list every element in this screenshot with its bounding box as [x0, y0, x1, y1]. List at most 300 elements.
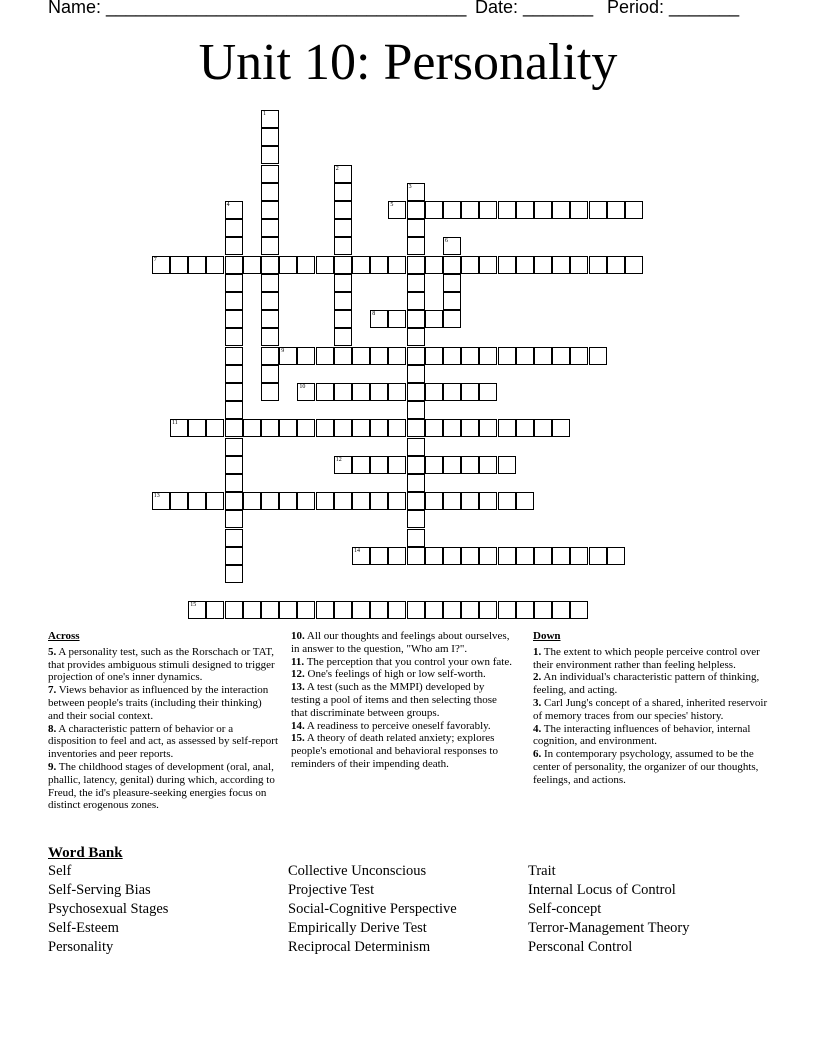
- grid-cell[interactable]: [407, 237, 425, 255]
- clue-number: 5.: [48, 645, 57, 658]
- grid-cell[interactable]: [407, 310, 425, 328]
- grid-cell[interactable]: [388, 492, 406, 510]
- grid-cell[interactable]: [225, 529, 243, 547]
- clue-number-label: 1: [263, 111, 266, 117]
- clue-number-label: 11: [172, 420, 178, 427]
- grid-cell[interactable]: [352, 347, 370, 365]
- grid-cell[interactable]: [225, 419, 243, 437]
- clue-number-label: 12: [335, 456, 342, 463]
- grid-cell[interactable]: [407, 529, 425, 547]
- grid-cell[interactable]: [425, 419, 443, 437]
- grid-cell[interactable]: [479, 547, 497, 565]
- grid-cell[interactable]: [516, 547, 534, 565]
- grid-cell[interactable]: [170, 419, 188, 437]
- grid-cell[interactable]: [443, 383, 461, 401]
- clue-text: A personality test, such as the Rorschach or TAT, that provides ambiguous stimuli designed to trigger projection of one's inner dynamics.: [48, 645, 275, 684]
- grid-cell[interactable]: [570, 347, 588, 365]
- grid-cell[interactable]: [297, 256, 315, 274]
- grid-cell[interactable]: [461, 347, 479, 365]
- grid-cell[interactable]: [388, 383, 406, 401]
- grid-cell[interactable]: [498, 347, 516, 365]
- grid-cell[interactable]: [225, 492, 243, 510]
- grid-cell[interactable]: [334, 256, 352, 274]
- clue-item: [291, 720, 515, 733]
- word-bank-item: Internal Locus of Control: [528, 882, 676, 898]
- grid-cell[interactable]: [225, 365, 243, 383]
- grid-cell[interactable]: [261, 601, 279, 619]
- grid-cell[interactable]: [552, 419, 570, 437]
- clue-number-label: 7: [153, 256, 157, 263]
- clue-text: The perception that you control your own fate.: [304, 655, 512, 668]
- grid-cell[interactable]: [407, 547, 425, 565]
- clue-text: The interacting influences of behavior, internal cognition, and environment.: [533, 722, 751, 748]
- grid-cell[interactable]: [443, 201, 461, 219]
- grid-cell[interactable]: [498, 547, 516, 565]
- grid-cell[interactable]: [407, 492, 425, 510]
- clue-number: 12.: [291, 668, 305, 681]
- grid-cell[interactable]: [225, 328, 243, 346]
- grid-cell[interactable]: [316, 383, 334, 401]
- grid-cell[interactable]: [479, 256, 497, 274]
- across-clues: [48, 630, 280, 812]
- grid-cell[interactable]: [225, 256, 243, 274]
- grid-cell[interactable]: [552, 347, 570, 365]
- grid-cell[interactable]: [407, 219, 425, 237]
- grid-cell[interactable]: [352, 456, 370, 474]
- grid-cell[interactable]: [461, 201, 479, 219]
- grid-cell[interactable]: [388, 601, 406, 619]
- clue-text: The extent to which people perceive control over their environment rather than feeling helpless.: [533, 645, 760, 671]
- grid-cell[interactable]: [570, 601, 588, 619]
- grid-cell[interactable]: [334, 419, 352, 437]
- grid-cell[interactable]: [225, 438, 243, 456]
- grid-cell[interactable]: [316, 601, 334, 619]
- grid-cell[interactable]: [534, 347, 552, 365]
- grid-cell[interactable]: [261, 383, 279, 401]
- grid-cell[interactable]: [443, 492, 461, 510]
- grid-cell[interactable]: [479, 492, 497, 510]
- word-bank-item: Social-Cognitive Perspective: [288, 901, 457, 917]
- grid-cell[interactable]: [425, 383, 443, 401]
- grid-cell[interactable]: [407, 419, 425, 437]
- grid-cell[interactable]: [407, 438, 425, 456]
- clue-item: [533, 723, 769, 749]
- grid-cell[interactable]: [297, 419, 315, 437]
- grid-cell[interactable]: [170, 492, 188, 510]
- grid-cell[interactable]: [425, 256, 443, 274]
- word-bank-item: Collective Unconscious: [288, 863, 427, 879]
- grid-cell[interactable]: [388, 256, 406, 274]
- period-field: Period: _______: [607, 0, 740, 17]
- grid-cell[interactable]: [461, 601, 479, 619]
- clue-text: In contemporary psychology, assumed to be the center of personality, the organizer of our thoughts, feelings, and actions.: [533, 748, 759, 786]
- clue-item: [48, 646, 280, 684]
- clue-item: [48, 761, 280, 812]
- grid-cell[interactable]: [516, 256, 534, 274]
- grid-cell[interactable]: [188, 492, 206, 510]
- grid-cell[interactable]: [370, 310, 388, 328]
- grid-cell[interactable]: [261, 347, 279, 365]
- grid-cell[interactable]: [607, 547, 625, 565]
- grid-cell[interactable]: [498, 419, 516, 437]
- grid-cell[interactable]: [443, 601, 461, 619]
- grid-cell[interactable]: [407, 601, 425, 619]
- clue-number: 1.: [533, 645, 542, 658]
- clue-item: [533, 646, 769, 672]
- grid-cell[interactable]: [570, 547, 588, 565]
- down-heading: Down: [533, 630, 561, 642]
- grid-cell[interactable]: [625, 256, 643, 274]
- grid-cell[interactable]: [370, 383, 388, 401]
- grid-cell[interactable]: [261, 110, 279, 128]
- grid-cell[interactable]: [407, 256, 425, 274]
- grid-cell[interactable]: [352, 419, 370, 437]
- clue-number: 9.: [48, 760, 57, 773]
- clue-number: 4.: [533, 722, 542, 735]
- grid-cell[interactable]: [443, 256, 461, 274]
- grid-cell[interactable]: [261, 419, 279, 437]
- clue-item: [291, 732, 515, 770]
- grid-cell[interactable]: [589, 201, 607, 219]
- grid-cell[interactable]: [407, 456, 425, 474]
- word-bank-column-2: [288, 862, 457, 957]
- clue-text: An individual's characteristic pattern of thinking, feeling, and acting.: [533, 671, 760, 697]
- clue-number-label: 4: [226, 202, 230, 208]
- grid-cell[interactable]: [407, 183, 425, 201]
- grid-cell[interactable]: [443, 419, 461, 437]
- grid-cell[interactable]: [534, 256, 552, 274]
- grid-cell[interactable]: [461, 547, 479, 565]
- grid-cell[interactable]: [589, 256, 607, 274]
- grid-cell[interactable]: [425, 310, 443, 328]
- word-bank-item: Empirically Derive Test: [288, 920, 427, 936]
- grid-cell[interactable]: [443, 292, 461, 310]
- down-clues: [533, 630, 769, 787]
- date-field: Date: _______: [475, 0, 594, 17]
- grid-cell[interactable]: [370, 601, 388, 619]
- word-bank-item: Personality: [48, 939, 114, 955]
- word-bank-heading: Word Bank: [48, 845, 123, 861]
- grid-cell[interactable]: [188, 601, 206, 619]
- grid-cell[interactable]: [479, 201, 497, 219]
- clue-item: [48, 684, 280, 722]
- grid-cell[interactable]: [334, 292, 352, 310]
- grid-cell[interactable]: [297, 601, 315, 619]
- grid-cell[interactable]: [334, 274, 352, 292]
- clue-number-label: 3: [408, 183, 412, 190]
- grid-cell[interactable]: [370, 492, 388, 510]
- grid-cell[interactable]: [425, 492, 443, 510]
- grid-cell[interactable]: [279, 492, 297, 510]
- grid-cell[interactable]: [461, 383, 479, 401]
- grid-cell[interactable]: [498, 201, 516, 219]
- grid-cell[interactable]: [370, 547, 388, 565]
- grid-cell[interactable]: [425, 201, 443, 219]
- grid-cell[interactable]: [570, 201, 588, 219]
- clue-number-label: 14: [354, 547, 360, 554]
- grid-cell[interactable]: [225, 601, 243, 619]
- grid-cell[interactable]: [334, 601, 352, 619]
- clue-text: Carl Jung's concept of a shared, inherited reservoir of memory traces from our species' history.: [533, 696, 768, 722]
- grid-cell[interactable]: [388, 347, 406, 365]
- grid-cell[interactable]: [461, 456, 479, 474]
- grid-cell[interactable]: [498, 492, 516, 510]
- word-bank-column-3: [528, 862, 689, 957]
- clue-number: 10.: [291, 630, 305, 642]
- grid-cell[interactable]: [461, 492, 479, 510]
- grid-cell[interactable]: [534, 419, 552, 437]
- clue-number: 2.: [533, 671, 542, 684]
- grid-cell[interactable]: [407, 328, 425, 346]
- grid-cell[interactable]: [479, 456, 497, 474]
- grid-cell[interactable]: [461, 256, 479, 274]
- word-bank-item: Self-Serving Bias: [48, 882, 151, 898]
- word-bank-item: Self-concept: [528, 901, 602, 917]
- grid-cell[interactable]: [407, 347, 425, 365]
- clue-item: [533, 697, 769, 723]
- grid-cell[interactable]: [225, 310, 243, 328]
- grid-cell[interactable]: [516, 347, 534, 365]
- grid-cell[interactable]: [206, 256, 224, 274]
- grid-cell[interactable]: [407, 383, 425, 401]
- grid-cell[interactable]: [334, 219, 352, 237]
- grid-cell[interactable]: [407, 201, 425, 219]
- grid-cell[interactable]: [552, 547, 570, 565]
- word-bank-item: Reciprocal Determinism: [288, 939, 431, 955]
- clue-number-label: 10: [299, 384, 306, 390]
- grid-cell[interactable]: [261, 492, 279, 510]
- grid-cell[interactable]: [170, 256, 188, 274]
- clue-item: [533, 671, 769, 697]
- grid-cell[interactable]: [225, 274, 243, 292]
- grid-cell[interactable]: [261, 292, 279, 310]
- grid-cell[interactable]: [352, 547, 370, 565]
- grid-cell[interactable]: [498, 601, 516, 619]
- grid-cell[interactable]: [334, 492, 352, 510]
- grid-cell[interactable]: [261, 274, 279, 292]
- grid-cell[interactable]: [388, 310, 406, 328]
- grid-cell[interactable]: [479, 383, 497, 401]
- grid-cell[interactable]: [425, 347, 443, 365]
- clue-number-label: 15: [190, 602, 197, 609]
- grid-cell[interactable]: [516, 601, 534, 619]
- page-title: Unit 10: Personality: [198, 34, 618, 91]
- grid-cell[interactable]: [261, 237, 279, 255]
- grid-cell[interactable]: [243, 256, 261, 274]
- grid-cell[interactable]: [206, 419, 224, 437]
- grid-cell[interactable]: [388, 547, 406, 565]
- name-field: Name: ____________________________________: [48, 0, 467, 17]
- grid-cell[interactable]: [534, 547, 552, 565]
- grid-cell[interactable]: [352, 383, 370, 401]
- clue-number: 3.: [533, 696, 542, 709]
- clue-text: One's feelings of high or low self-worth.: [304, 668, 486, 681]
- clue-text: All our thoughts and feelings about ourselves, in answer to the question, "Who am I?".: [291, 630, 510, 655]
- clue-number: 13.: [291, 681, 305, 694]
- grid-cell[interactable]: [388, 456, 406, 474]
- grid-cell[interactable]: [206, 601, 224, 619]
- grid-cell[interactable]: [370, 419, 388, 437]
- grid-cell[interactable]: [443, 237, 461, 255]
- grid-cell[interactable]: [407, 274, 425, 292]
- grid-cell[interactable]: [498, 256, 516, 274]
- grid-cell[interactable]: [388, 201, 406, 219]
- grid-cell[interactable]: [534, 201, 552, 219]
- grid-cell[interactable]: [225, 219, 243, 237]
- grid-cell[interactable]: [534, 601, 552, 619]
- grid-cell[interactable]: [498, 456, 516, 474]
- clue-number: 6.: [533, 748, 542, 761]
- clue-item: [291, 656, 515, 669]
- grid-cell[interactable]: [552, 601, 570, 619]
- grid-cell[interactable]: [261, 128, 279, 146]
- grid-cell[interactable]: [261, 219, 279, 237]
- grid-cell[interactable]: [225, 383, 243, 401]
- clue-item: [291, 681, 515, 719]
- clue-text: Views behavior as influenced by the interaction between people's traits (including their thinking) and their social context.: [48, 684, 269, 722]
- clue-text: A characteristic pattern of behavior or a disposition to feel and act, as assessed by self-report inventories and peer reports.: [48, 722, 279, 761]
- grid-cell[interactable]: [370, 256, 388, 274]
- grid-cell[interactable]: [279, 347, 297, 365]
- grid-cell[interactable]: [261, 310, 279, 328]
- grid-cell[interactable]: [352, 256, 370, 274]
- grid-cell[interactable]: [443, 347, 461, 365]
- grid-cell[interactable]: [570, 256, 588, 274]
- grid-cell[interactable]: [334, 456, 352, 474]
- grid-cell[interactable]: [152, 492, 170, 510]
- grid-cell[interactable]: [479, 601, 497, 619]
- grid-cell[interactable]: [443, 274, 461, 292]
- clue-number-label: 13: [153, 493, 160, 500]
- clue-item: [533, 748, 769, 786]
- grid-cell[interactable]: [261, 146, 279, 164]
- grid-cell[interactable]: [279, 601, 297, 619]
- clue-number: 11.: [291, 655, 305, 668]
- grid-cell[interactable]: [407, 510, 425, 528]
- grid-cell[interactable]: [425, 547, 443, 565]
- grid-cell[interactable]: [261, 183, 279, 201]
- grid-cell[interactable]: [225, 474, 243, 492]
- grid-cell[interactable]: [370, 347, 388, 365]
- grid-cell[interactable]: [443, 547, 461, 565]
- grid-cell[interactable]: [225, 347, 243, 365]
- grid-cell[interactable]: [225, 510, 243, 528]
- grid-cell[interactable]: [316, 492, 334, 510]
- grid-cell[interactable]: [625, 201, 643, 219]
- grid-cell[interactable]: [334, 310, 352, 328]
- grid-cell[interactable]: [443, 310, 461, 328]
- grid-cell[interactable]: [552, 256, 570, 274]
- grid-cell[interactable]: [243, 419, 261, 437]
- grid-cell[interactable]: [516, 419, 534, 437]
- word-bank-item: Self-Esteem: [48, 920, 119, 936]
- grid-cell[interactable]: [461, 419, 479, 437]
- grid-cell[interactable]: [261, 328, 279, 346]
- grid-cell[interactable]: [225, 456, 243, 474]
- grid-cell[interactable]: [479, 347, 497, 365]
- grid-cell[interactable]: [225, 547, 243, 565]
- clue-number-label: 5: [390, 202, 394, 208]
- grid-cell[interactable]: [589, 547, 607, 565]
- grid-cell[interactable]: [297, 347, 315, 365]
- grid-cell[interactable]: [188, 256, 206, 274]
- grid-cell[interactable]: [261, 256, 279, 274]
- grid-cell[interactable]: [607, 201, 625, 219]
- grid-cell[interactable]: [334, 383, 352, 401]
- grid-cell[interactable]: [225, 401, 243, 419]
- grid-cell[interactable]: [334, 165, 352, 183]
- clue-number-label: 6: [445, 238, 448, 245]
- grid-cell[interactable]: [316, 256, 334, 274]
- grid-cell[interactable]: [607, 256, 625, 274]
- grid-cell[interactable]: [206, 492, 224, 510]
- grid-cell[interactable]: [261, 165, 279, 183]
- grid-cell[interactable]: [370, 456, 388, 474]
- clue-text: A readiness to perceive oneself favorably.: [304, 719, 491, 732]
- grid-cell[interactable]: [334, 201, 352, 219]
- grid-cell[interactable]: [225, 201, 243, 219]
- grid-cell[interactable]: [152, 256, 170, 274]
- grid-cell[interactable]: [443, 456, 461, 474]
- grid-cell[interactable]: [297, 383, 315, 401]
- grid-cell[interactable]: [516, 201, 534, 219]
- grid-cell[interactable]: [225, 292, 243, 310]
- clue-number-label: 8: [372, 311, 376, 318]
- grid-cell[interactable]: [425, 601, 443, 619]
- grid-cell[interactable]: [552, 201, 570, 219]
- clue-number: 7.: [48, 684, 57, 697]
- grid-cell[interactable]: [407, 292, 425, 310]
- grid-cell[interactable]: [334, 237, 352, 255]
- clue-item: [291, 630, 515, 656]
- grid-cell[interactable]: [316, 347, 334, 365]
- clue-number-label: 9: [281, 347, 285, 354]
- grid-cell[interactable]: [352, 492, 370, 510]
- grid-cell[interactable]: [261, 365, 279, 383]
- grid-cell[interactable]: [407, 474, 425, 492]
- grid-cell[interactable]: [407, 401, 425, 419]
- grid-cell[interactable]: [479, 419, 497, 437]
- clue-number: 15.: [291, 732, 305, 745]
- grid-cell[interactable]: [279, 419, 297, 437]
- grid-cell[interactable]: [334, 183, 352, 201]
- grid-cell[interactable]: [261, 201, 279, 219]
- grid-cell[interactable]: [388, 419, 406, 437]
- grid-cell[interactable]: [225, 565, 243, 583]
- grid-cell[interactable]: [352, 601, 370, 619]
- grid-cell[interactable]: [407, 365, 425, 383]
- clue-number: 8.: [48, 722, 57, 735]
- grid-cell[interactable]: [334, 347, 352, 365]
- grid-cell[interactable]: [243, 492, 261, 510]
- grid-cell[interactable]: [279, 256, 297, 274]
- grid-cell[interactable]: [425, 456, 443, 474]
- across-clues-continued: [291, 630, 515, 771]
- word-bank-column-1: [48, 862, 168, 957]
- grid-cell[interactable]: [188, 419, 206, 437]
- word-bank-item: Persconal Control: [528, 939, 633, 955]
- grid-cell[interactable]: [225, 237, 243, 255]
- grid-cell[interactable]: [516, 492, 534, 510]
- grid-cell[interactable]: [316, 419, 334, 437]
- grid-cell[interactable]: [243, 601, 261, 619]
- grid-cell[interactable]: [589, 347, 607, 365]
- word-bank-item: Terror-Management Theory: [528, 920, 690, 936]
- clue-text: A test (such as the MMPI) developed by testing a pool of items and then selecting those that discriminate between groups.: [291, 681, 497, 719]
- clue-text: A theory of death related anxiety; explores people's emotional and behavioral responses to reminders of their impending death.: [291, 732, 498, 770]
- grid-cell[interactable]: [297, 492, 315, 510]
- grid-cell[interactable]: [334, 328, 352, 346]
